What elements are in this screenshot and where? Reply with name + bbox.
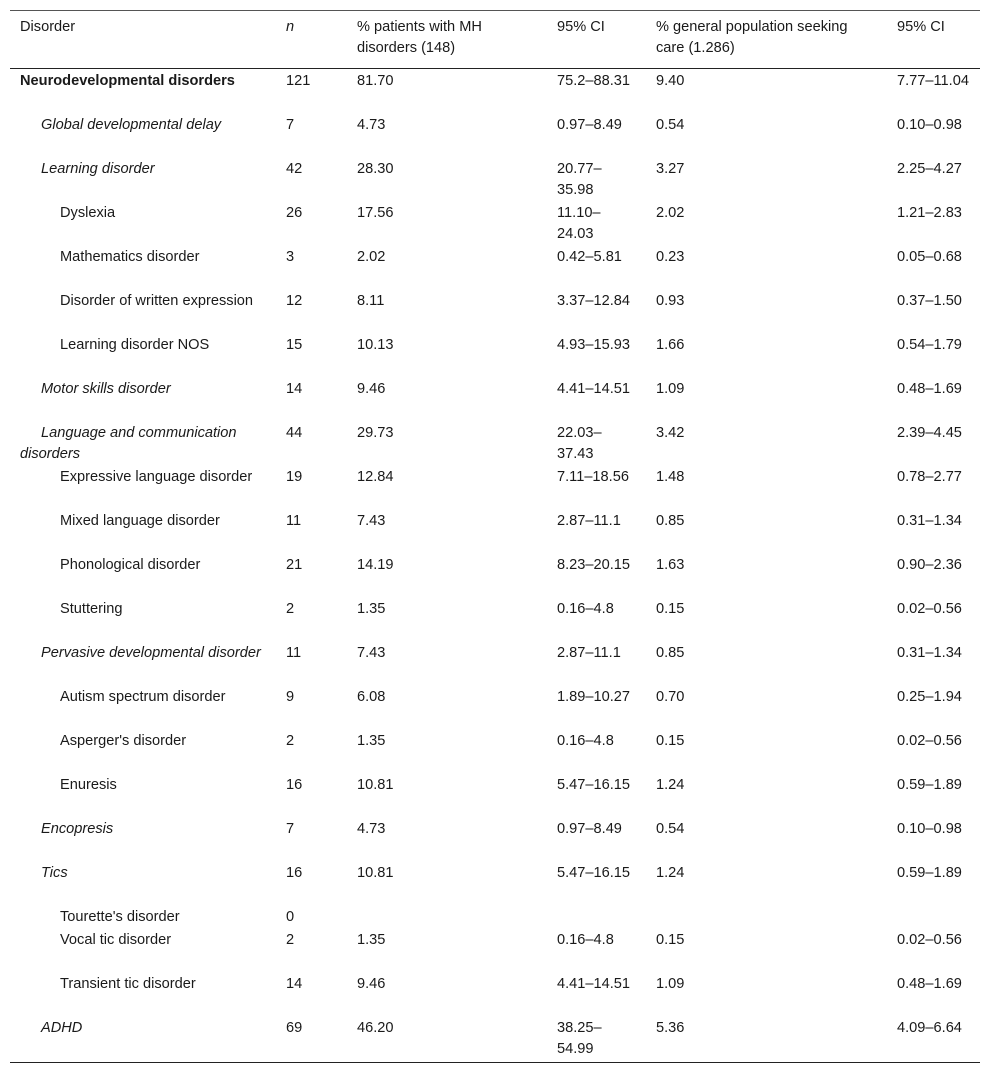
cell-ci-patients: 20.77–35.98 (557, 161, 602, 198)
cell-pct-patients: 10.81 (357, 777, 394, 793)
cell-n: 3 (286, 249, 295, 265)
cell-pct-patients: 7.43 (357, 513, 386, 529)
cell-ci-general: 0.31–1.34 (897, 645, 962, 661)
cell-n: 69 (286, 1020, 303, 1036)
cell-disorder: Mixed language disorder (60, 513, 220, 529)
table-row (10, 687, 980, 731)
cell-disorder: Vocal tic disorder (60, 932, 172, 948)
cell-n: 42 (286, 161, 303, 177)
cell-ci-patients: 38.25–54.99 (557, 1020, 602, 1057)
cell-pct-patients: 1.35 (357, 932, 386, 948)
cell-ci-general: 0.90–2.36 (897, 557, 962, 573)
cell-n: 19 (286, 469, 303, 485)
cell-pct-patients: 9.46 (357, 381, 386, 397)
table-row (10, 731, 980, 775)
cell-ci-patients: 2.87–11.1 (557, 645, 621, 661)
table-row (10, 335, 980, 379)
cell-pct-general: 1.63 (656, 557, 685, 573)
cell-pct-general: 1.66 (656, 337, 685, 353)
cell-ci-general: 0.54–1.79 (897, 337, 962, 353)
table-row (10, 467, 980, 511)
cell-disorder: Mathematics disorder (60, 249, 200, 265)
cell-ci-general: 0.48–1.69 (897, 976, 962, 992)
table-row (10, 930, 980, 974)
cell-pct-general: 0.93 (656, 293, 685, 309)
cell-ci-patients: 0.97–8.49 (557, 821, 622, 837)
cell-n: 2 (286, 733, 295, 749)
cell-pct-patients: 4.73 (357, 117, 386, 133)
header-ci-patients: 95% CI (557, 19, 605, 35)
cell-ci-patients: 4.41–14.51 (557, 381, 631, 397)
cell-disorder: Asperger's disorder (60, 733, 187, 749)
cell-pct-general: 1.48 (656, 469, 685, 485)
cell-ci-patients: 5.47–16.15 (557, 865, 631, 881)
cell-ci-patients: 7.11–18.56 (557, 469, 629, 485)
cell-ci-general: 0.59–1.89 (897, 865, 962, 881)
cell-pct-general: 1.09 (656, 976, 685, 992)
cell-pct-general: 1.09 (656, 381, 685, 397)
cell-ci-patients: 0.16–4.8 (557, 601, 614, 617)
table-row (10, 159, 980, 203)
cell-disorder: Tics (41, 865, 68, 881)
cell-n: 21 (286, 557, 303, 573)
cell-ci-patients: 0.16–4.8 (557, 733, 614, 749)
header-ci-general: 95% CI (897, 19, 945, 35)
cell-ci-general: 0.37–1.50 (897, 293, 962, 309)
cell-disorder: Learning disorder NOS (60, 337, 210, 353)
table-row (10, 863, 980, 907)
cell-disorder: Neurodevelopmental disorders (20, 73, 235, 89)
cell-disorder: ADHD (41, 1020, 83, 1036)
cell-ci-patients: 8.23–20.15 (557, 557, 631, 573)
cell-ci-patients: 11.10–24.03 (557, 205, 601, 242)
cell-pct-general: 3.27 (656, 161, 685, 177)
cell-pct-patients (347, 907, 547, 930)
cell-pct-general: 0.70 (656, 689, 685, 705)
cell-n: 16 (286, 777, 303, 793)
cell-ci-patients: 22.03–37.43 (557, 425, 602, 462)
cell-ci-general: 0.31–1.34 (897, 513, 962, 529)
cell-ci-general: 0.78–2.77 (897, 469, 962, 485)
data-table (10, 10, 980, 1063)
cell-n: 7 (286, 821, 295, 837)
cell-ci-patients: 3.37–12.84 (557, 293, 631, 309)
cell-n: 16 (286, 865, 303, 881)
header-pct-general: % general population seeking care (1.286) (656, 19, 848, 56)
table-row (10, 907, 980, 930)
cell-disorder: Transient tic disorder (60, 976, 196, 992)
cell-disorder: Pervasive developmental disorder (41, 645, 261, 661)
cell-n: 0 (286, 909, 295, 925)
cell-pct-patients: 12.84 (357, 469, 394, 485)
table-row (10, 775, 980, 819)
cell-pct-patients: 29.73 (357, 425, 394, 441)
table-row (10, 974, 980, 1018)
cell-ci-patients (547, 907, 646, 930)
cell-disorder: Language and communication disorders (20, 425, 237, 462)
cell-pct-general: 0.54 (656, 117, 685, 133)
table-body (10, 69, 980, 1063)
cell-ci-general: 0.02–0.56 (897, 601, 962, 617)
cell-disorder: Learning disorder (41, 161, 155, 177)
cell-pct-general: 2.02 (656, 205, 685, 221)
table-row (10, 599, 980, 643)
table-row (10, 643, 980, 687)
cell-n: 12 (286, 293, 303, 309)
cell-ci-general: 2.39–4.45 (897, 425, 962, 441)
cell-ci-patients: 5.47–16.15 (557, 777, 631, 793)
cell-pct-patients: 8.11 (357, 293, 385, 309)
table-row (10, 555, 980, 599)
cell-pct-general: 0.85 (656, 513, 685, 529)
cell-pct-patients: 2.02 (357, 249, 386, 265)
cell-pct-patients: 6.08 (357, 689, 386, 705)
table-container (10, 10, 980, 1063)
cell-disorder: Phonological disorder (60, 557, 201, 573)
cell-ci-general: 0.02–0.56 (897, 733, 962, 749)
cell-disorder: Motor skills disorder (41, 381, 171, 397)
cell-n: 2 (286, 932, 295, 948)
cell-n: 14 (286, 976, 303, 992)
table-row (10, 1018, 980, 1063)
cell-n: 11 (286, 513, 302, 529)
cell-ci-general: 2.25–4.27 (897, 161, 962, 177)
cell-disorder: Disorder of written expression (60, 293, 254, 309)
cell-pct-patients: 10.81 (357, 865, 394, 881)
cell-pct-general: 0.85 (656, 645, 685, 661)
cell-pct-patients: 46.20 (357, 1020, 394, 1036)
cell-disorder: Encopresis (41, 821, 114, 837)
cell-disorder: Stuttering (60, 601, 123, 617)
cell-ci-general: 0.10–0.98 (897, 821, 962, 837)
header-disorder: Disorder (20, 19, 76, 35)
cell-ci-patients: 2.87–11.1 (557, 513, 621, 529)
cell-disorder: Enuresis (60, 777, 117, 793)
cell-pct-general: 0.54 (656, 821, 685, 837)
cell-ci-patients: 0.42–5.81 (557, 249, 622, 265)
cell-pct-patients: 4.73 (357, 821, 386, 837)
cell-pct-patients: 10.13 (357, 337, 394, 353)
cell-pct-general: 0.15 (656, 733, 685, 749)
table-row (10, 819, 980, 863)
cell-n: 2 (286, 601, 295, 617)
table-row (10, 423, 980, 467)
cell-n: 14 (286, 381, 303, 397)
cell-pct-general: 0.15 (656, 932, 685, 948)
cell-pct-general: 0.15 (656, 601, 685, 617)
cell-disorder: Tourette's disorder (60, 909, 180, 925)
cell-n: 121 (286, 73, 311, 89)
cell-ci-general: 0.10–0.98 (897, 117, 962, 133)
table-row (10, 115, 980, 159)
cell-ci-patients: 4.93–15.93 (557, 337, 631, 353)
cell-pct-patients: 28.30 (357, 161, 394, 177)
table-row (10, 379, 980, 423)
cell-ci-general: 7.77–11.04 (897, 73, 969, 89)
cell-n: 7 (286, 117, 295, 133)
table-row (10, 203, 980, 247)
cell-pct-patients: 1.35 (357, 601, 386, 617)
cell-n: 26 (286, 205, 303, 221)
cell-disorder: Expressive language disorder (60, 469, 253, 485)
cell-ci-general: 0.02–0.56 (897, 932, 962, 948)
cell-pct-patients: 9.46 (357, 976, 386, 992)
cell-pct-general: 3.42 (656, 425, 685, 441)
cell-pct-patients: 81.70 (357, 73, 394, 89)
cell-pct-patients: 1.35 (357, 733, 386, 749)
header-n: n (286, 19, 295, 35)
cell-pct-patients: 17.56 (357, 205, 394, 221)
cell-ci-patients: 4.41–14.51 (557, 976, 631, 992)
cell-n: 44 (286, 425, 303, 441)
table-row (10, 69, 980, 116)
cell-pct-general: 1.24 (656, 865, 685, 881)
cell-ci-general: 0.25–1.94 (897, 689, 962, 705)
cell-pct-general: 1.24 (656, 777, 685, 793)
cell-pct-patients: 14.19 (357, 557, 394, 573)
cell-disorder: Autism spectrum disorder (60, 689, 226, 705)
header-pct-patients: % patients with MH disorders (148) (357, 19, 482, 56)
cell-pct-general: 0.23 (656, 249, 685, 265)
cell-pct-patients: 7.43 (357, 645, 386, 661)
cell-disorder: Dyslexia (60, 205, 116, 221)
cell-ci-general: 0.48–1.69 (897, 381, 962, 397)
cell-n: 11 (286, 645, 302, 661)
table-header-row (10, 11, 980, 69)
cell-ci-patients: 1.89–10.27 (557, 689, 631, 705)
cell-ci-patients: 0.16–4.8 (557, 932, 614, 948)
cell-ci-general: 0.05–0.68 (897, 249, 962, 265)
cell-ci-general: 4.09–6.64 (897, 1020, 962, 1036)
table-row (10, 511, 980, 555)
table-row (10, 247, 980, 291)
cell-ci-general (887, 907, 980, 930)
cell-ci-patients: 75.2–88.31 (557, 73, 631, 89)
cell-ci-general: 0.59–1.89 (897, 777, 962, 793)
table-row (10, 291, 980, 335)
cell-n: 9 (286, 689, 295, 705)
cell-ci-general: 1.21–2.83 (897, 205, 962, 221)
cell-pct-general: 9.40 (656, 73, 685, 89)
cell-pct-general: 5.36 (656, 1020, 685, 1036)
cell-pct-general (646, 907, 887, 930)
cell-n: 15 (286, 337, 303, 353)
cell-disorder: Global developmental delay (41, 117, 222, 133)
cell-ci-patients: 0.97–8.49 (557, 117, 622, 133)
